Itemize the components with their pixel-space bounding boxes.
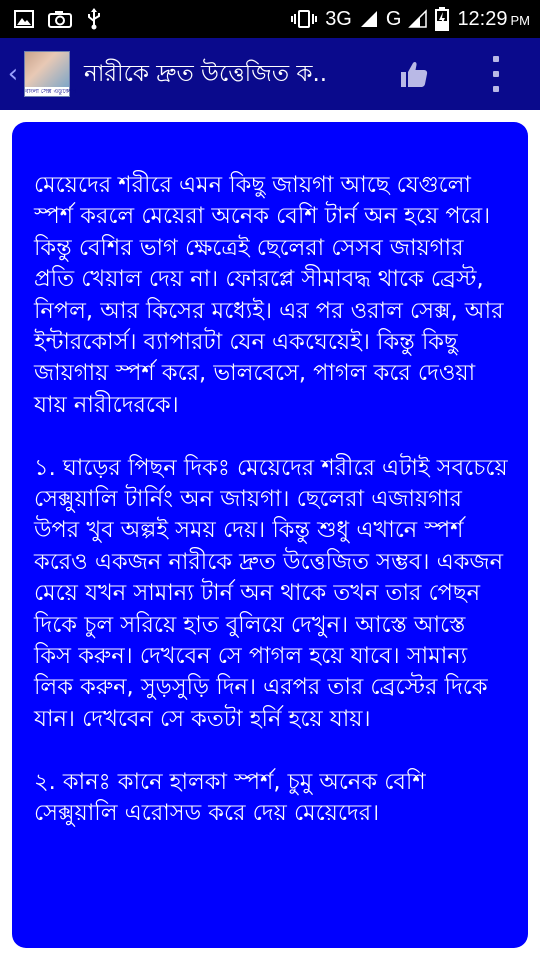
article-paragraph-intro: মেয়েদের শরীরে এমন কিছু জায়গা আছে যেগুলো স্পর্শ করলে মেয়েরা অনেক বেশি টার্ন অন হয়ে পরে। কিন্তু বেশির ভাগ ক্ষেত্রেই ছেলেরা সেসব জায়গার প্রতি খেয়াল দেয় না। ফোরপ্লে সীমাবদ্ধ থাকে ব্রেস্ট, নিপল, আর কিসের মধ্যেই। এর পর ওরাল সেক্স, আর ইন্টারকোর্স। ব্যাপারটা যেন একঘেয়েই। কিন্তু কিছু জায়গায় স্পর্শ করে, ভালবেসে, পাগল করে দেওয়া যায় নারীদেরকে। [34,172,504,418]
logo-text: বাংলা সেক্স এডুকেশন [25,88,77,95]
usb-icon [86,8,102,30]
signal-icon [360,10,378,28]
overflow-menu-icon[interactable] [484,56,508,92]
vibrate-icon [291,9,317,29]
network-type-label: 3G [325,7,352,30]
status-system [291,7,530,31]
status-bar [0,0,540,38]
article-body [34,170,508,861]
article-card [12,122,528,948]
clock: 12:29 PM [457,7,530,30]
chevron-left-icon[interactable]: ‹ [7,59,19,89]
camera-icon [48,10,72,28]
thumbs-up-icon[interactable] [398,58,430,90]
status-notifications [14,8,102,30]
signal-icon [409,10,427,28]
article-paragraph-2: ২. কানঃ কানে হালকা স্পর্শ, চুমু অনেক বেশি সেক্সুয়ালি এরোসড করে দেয় মেয়েদের। [34,768,426,827]
page-title: নারীকে দ্রুত উত্তেজিত ক.. [84,60,328,87]
network-type-label-secondary: G [385,7,402,30]
app-logo[interactable] [24,51,77,97]
battery-charging-icon [435,7,449,31]
image-icon [14,10,34,28]
logo-image [25,52,69,87]
article-paragraph-1: ১. ঘাড়ের পিছন দিকঃ মেয়েদের শরীরে এটাই সবচেয়ে সেক্সুয়ালি টার্নিং অন জায়গা। ছেলেরা এজায়গার উপর খুব অল্পই সময় দেয়। কিন্তু শুধু এখানে স্পর্শ করেও একজন নারীকে দ্রুত উত্তেজিত সম্ভব। একজন মেয়ে যখন সামান্য টার্ন অন থাকে তখন তার পেছন দিকে চুল সরিয়ে হাত বুলিয়ে দেখুন। আস্তে আস্তে কিস করুন। দেখবেন সে পাগল হয়ে যাবে। সামান্য লিক করুন, সুড়সুড়ি দিন। এরপর তার ব্রেস্টের দিকে যান। দেখবেন সে কতটা হর্নি হয়ে যায়। [34,454,508,732]
app-bar [0,38,540,110]
